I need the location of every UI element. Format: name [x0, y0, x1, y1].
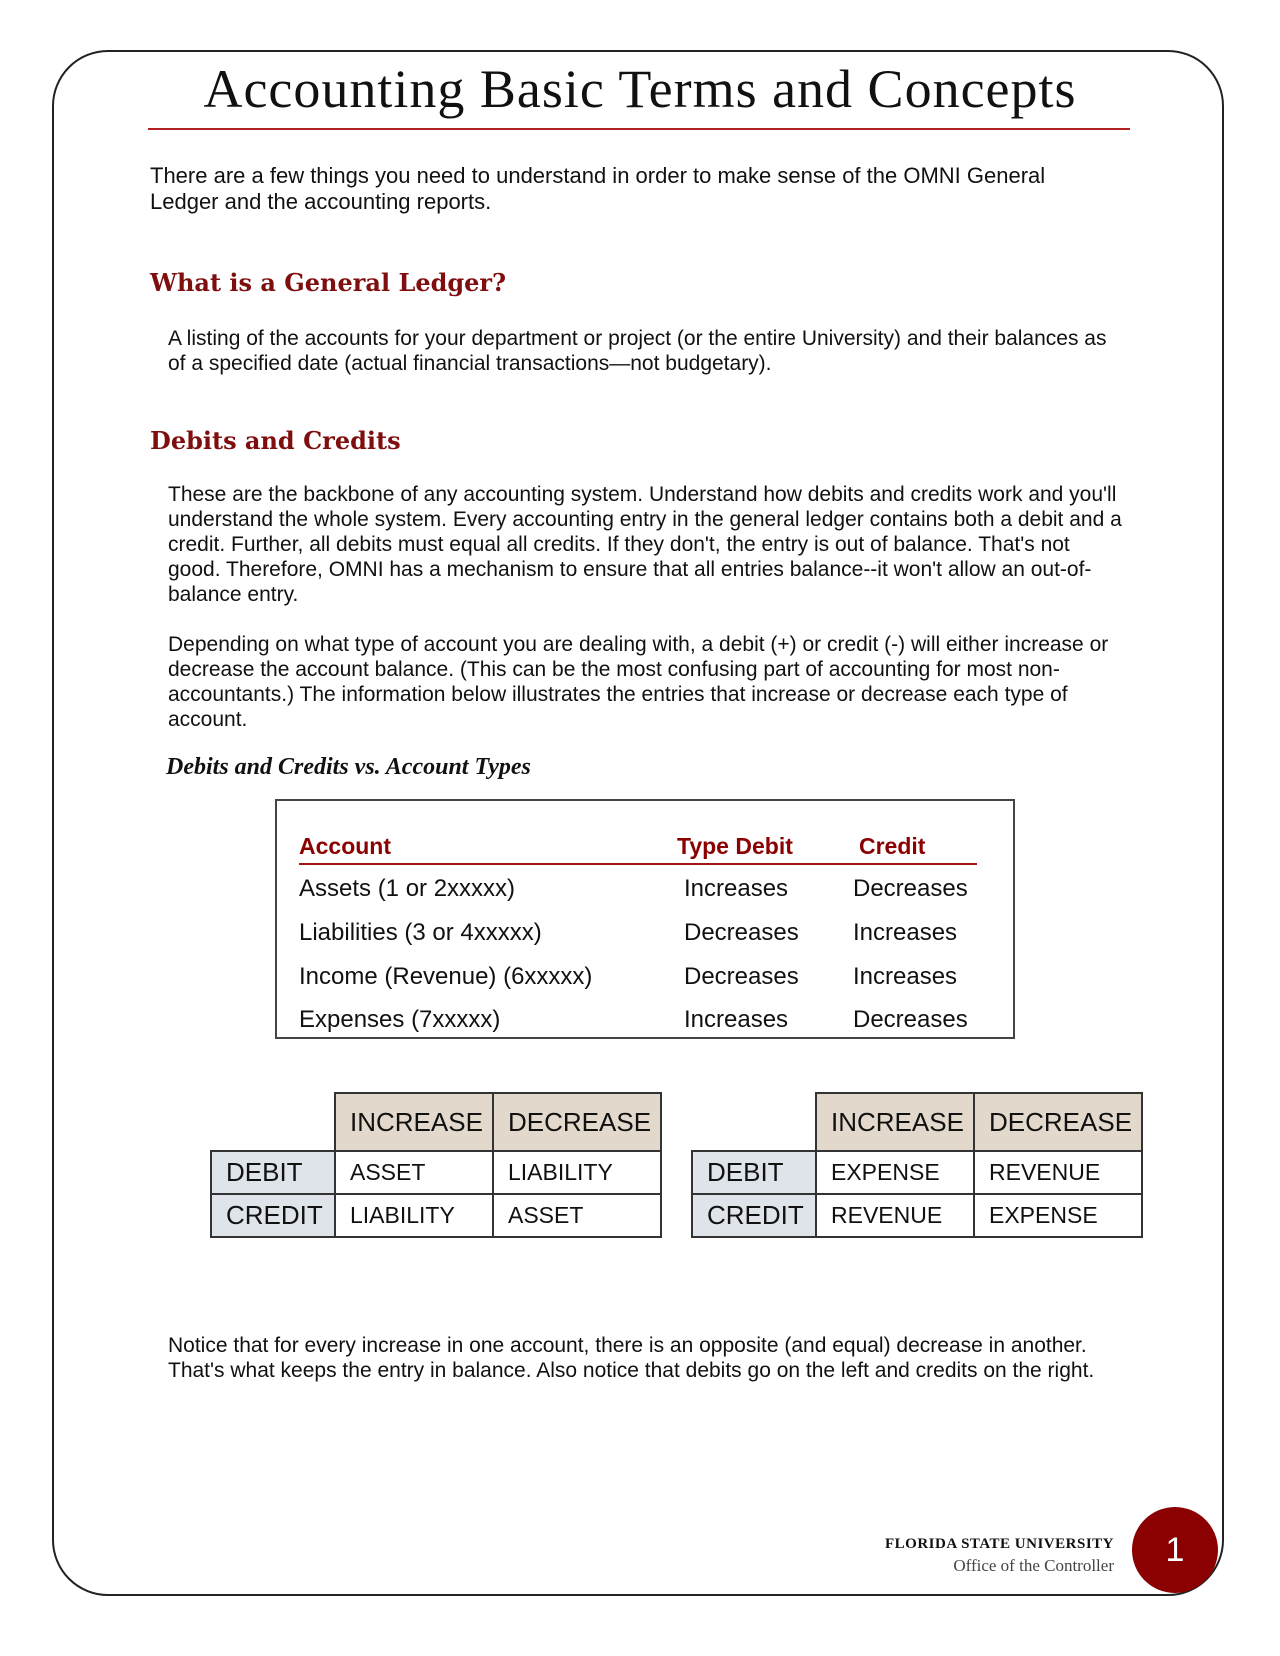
account-credit: Decreases — [853, 875, 968, 902]
account-row — [299, 875, 999, 915]
debits-credits-paragraph-2: Depending on what type of account you are dealing with, a debit (+) or credit (-) will either increase or decrease the account balance. (This can be the most confusing part of accounting for most non-accountants.) The information below illustrates the entries that increase or decrease each type of account. — [168, 633, 1109, 731]
grid-cell: ASSET — [335, 1151, 493, 1194]
grid-cell: LIABILITY — [335, 1194, 493, 1237]
account-credit: Increases — [853, 919, 958, 946]
general-ledger-text: A listing of the accounts for your department or project (or the entire University) and their balances as of a specified date (actual financial transactions—not budgetary). — [168, 327, 1107, 375]
account-row — [299, 963, 999, 1003]
account-name: Income (Revenue) (6xxxxx) — [299, 963, 593, 990]
account-debit: Decreases — [684, 919, 799, 946]
page-title: Accounting Basic Terms and Concepts — [203, 59, 1077, 119]
footer-university: FLORIDA STATE UNIVERSITY — [885, 1536, 1114, 1552]
debits-credits-paragraph-1: These are the backbone of any accounting system. Understand how debits and credits work and you'll understand the whole system. Every accounting entry in the general ledger contains both a debit and a credit. Further, all debits must equal all credits. If they don't, the entry is out of balance. That's not good. Therefore, OMNI has a mechanism to ensure that all entries balance--it won't allow an out-of-balance entry. — [168, 483, 1122, 606]
account-row — [299, 1006, 999, 1046]
account-debit: Increases — [684, 875, 789, 902]
grid-row-label-debit: DEBIT — [211, 1151, 335, 1194]
general-ledger-heading: What is a General Ledger? — [150, 268, 507, 297]
account-types-header — [299, 831, 977, 865]
grid-header-increase: INCREASE — [335, 1093, 493, 1151]
account-debit: Decreases — [684, 963, 799, 990]
grid-cell: REVENUE — [816, 1194, 974, 1237]
grid-cell: ASSET — [493, 1194, 661, 1237]
grid-cell: LIABILITY — [493, 1151, 661, 1194]
header-credit: Credit — [859, 833, 926, 859]
account-row — [299, 919, 999, 959]
account-debit: Increases — [684, 1006, 789, 1033]
debit-credit-grid-assets — [210, 1092, 662, 1238]
grid-row-label-debit: DEBIT — [692, 1151, 816, 1194]
account-credit: Decreases — [853, 1006, 968, 1033]
grid-header-decrease: DECREASE — [493, 1093, 661, 1151]
grid-header-increase: INCREASE — [816, 1093, 974, 1151]
account-types-table — [275, 799, 1015, 1039]
grid-blank-cell — [211, 1093, 335, 1151]
grid-cell: EXPENSE — [816, 1151, 974, 1194]
grid-blank-cell — [692, 1093, 816, 1151]
header-type-debit: Type Debit — [677, 833, 793, 859]
header-account: Account — [299, 833, 391, 859]
closing-note: Notice that for every increase in one account, there is an opposite (and equal) decrease in another. That's what keeps the entry in balance. Also notice that debits go on the left and credits on the right. — [168, 1334, 1095, 1382]
account-name: Expenses (7xxxxx) — [299, 1006, 501, 1033]
grid-header-decrease: DECREASE — [974, 1093, 1142, 1151]
grid-cell: REVENUE — [974, 1151, 1142, 1194]
debit-credit-grid-revenue — [691, 1092, 1143, 1238]
page-number-badge: 1 — [1132, 1507, 1218, 1593]
account-types-subheading: Debits and Credits vs. Account Types — [166, 754, 531, 780]
footer-office: Office of the Controller — [953, 1556, 1114, 1575]
intro-paragraph: There are a few things you need to understand in order to make sense of the OMNI General Ledger and the accounting reports. — [150, 163, 1046, 214]
grid-row-label-credit: CREDIT — [692, 1194, 816, 1237]
grid-cell: EXPENSE — [974, 1194, 1142, 1237]
account-name: Liabilities (3 or 4xxxxx) — [299, 919, 542, 946]
account-name: Assets (1 or 2xxxxx) — [299, 875, 516, 902]
title-underline — [148, 128, 1130, 130]
grid-row-label-credit: CREDIT — [211, 1194, 335, 1237]
debits-credits-heading: Debits and Credits — [150, 426, 401, 455]
account-credit: Increases — [853, 963, 958, 990]
